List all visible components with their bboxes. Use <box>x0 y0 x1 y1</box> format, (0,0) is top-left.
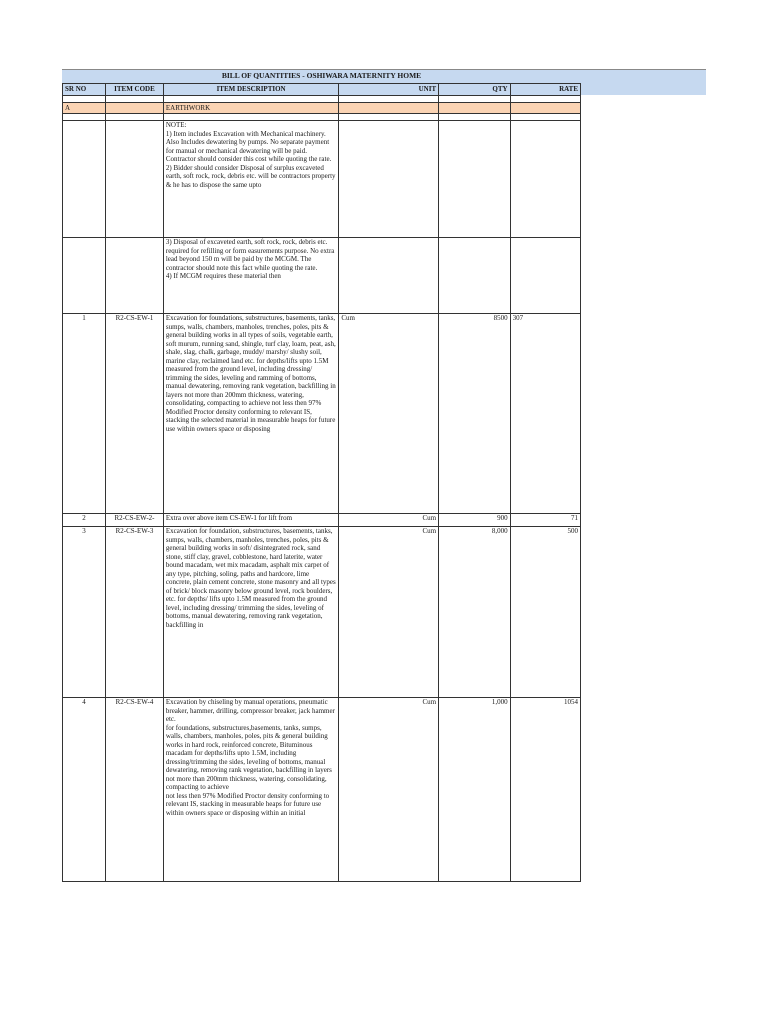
item-unit: Cum <box>339 314 439 514</box>
spacer-row <box>63 114 581 121</box>
header-item-description: ITEM DESCRIPTION <box>163 84 338 96</box>
table-row <box>63 314 581 514</box>
item-rate: 307 <box>510 314 580 514</box>
item-unit: Cum <box>339 527 439 698</box>
item-rate: 1054 <box>510 698 580 882</box>
item-unit: Cum <box>339 514 439 527</box>
table-row <box>63 514 581 527</box>
item-rate: 71 <box>510 514 580 527</box>
note-row <box>63 121 581 238</box>
header-row <box>63 84 581 96</box>
note-text: NOTE: 1) Item includes Excavation with Mechanical machinery. Also Includes dewatering by pumps. No separate payment for manual or mechanical dewatering will be paid. Contractor should consider this cost while quoting the rate. 2) Bidder should consider Disposal of surplus excaveted earth, soft rock, rock, debris etc. will be contractors property & he has to dispose the same upto <box>163 121 338 238</box>
item-rate: 500 <box>510 527 580 698</box>
header-rate: RATE <box>510 84 580 96</box>
note-text: 3) Disposal of excaveted earth, soft rock, rock, debris etc. required for refilling or form easurements purpose. No extra lead beyond 150 m will be paid by the MCGM. The contractor should note this fact while quoting the rate. 4) If MCGM requires these material then <box>163 238 338 314</box>
item-sr: 4 <box>63 698 106 882</box>
item-code: R2-CS-EW-2- <box>106 514 164 527</box>
item-code: R2-CS-EW-3 <box>106 527 164 698</box>
item-unit: Cum <box>339 698 439 882</box>
section-code: A <box>63 103 106 114</box>
item-qty: 900 <box>439 514 510 527</box>
item-code: R2-CS-EW-4 <box>106 698 164 882</box>
item-sr: 1 <box>63 314 106 514</box>
item-qty: 8,000 <box>439 527 510 698</box>
header-item-code: ITEM CODE <box>106 84 164 96</box>
item-description: Extra over above item CS-EW-1 for lift from <box>163 514 338 527</box>
item-description: Excavation for foundation, substructures, basements, tanks, sumps, walls, chambers, manholes, trenches, poles, pits & general building works in soft/ disintegrated rock, sand stone, stiff clay, gravel, cobblestone, hard laterite, water bound macadam, wet mix macadam, asphalt mix carpet of any type, pitching, soling, paths and hardcore, lime concrete, plain cement concrete, stone masonry and all types of brick/ block masonry below ground level, rock boulders, etc. for depths/ lifts upto 1.5M measured from the ground level, including dressing/ trimming the sides, leveling of bottoms, manual dewatering, removing rank vegetation, backfilling in <box>163 527 338 698</box>
item-qty: 8500 <box>439 314 510 514</box>
item-sr: 2 <box>63 514 106 527</box>
item-qty: 1,000 <box>439 698 510 882</box>
boq-table <box>62 83 581 882</box>
table-row <box>63 527 581 698</box>
note-row <box>63 238 581 314</box>
item-sr: 3 <box>63 527 106 698</box>
spacer-row <box>63 96 581 103</box>
item-description: Excavation by chiseling by manual operations, pneumatic breaker, hammer, drilling, compressor breaker, jack hammer etc. for foundations, substructures,basements, tanks, sumps, walls, chambers, manholes, poles, pits & general building works in hard rock, reinforced concrete, Bituminous macadam for depths/lifts upto 1.5M, including dressing/trimming the sides, leveling of bottoms, manual dewatering, removing rank vegetation, backfilling in layers not more than 200mm thickness, watering, consolidating, compacting to achieve not less then 97% Modified Proctor density conforming to relevant IS, stacking in measurable heaps for future use within owners space or disposing within an initial <box>163 698 338 882</box>
header-qty: QTY <box>439 84 510 96</box>
document-title: BILL OF QUANTITIES - OSHIWARA MATERNITY HOME <box>221 71 422 80</box>
section-row <box>63 103 581 114</box>
item-code: R2-CS-EW-1 <box>106 314 164 514</box>
header-unit: UNIT <box>339 84 439 96</box>
table-row <box>63 698 581 882</box>
section-name: EARTHWORK <box>163 103 338 114</box>
header-sr-no: SR NO <box>63 84 106 96</box>
item-description: Excavation for foundations, substructures, basements, tanks, sumps, walls, chambers, manholes, trenches, poles, pits & general building works in all types of soils, vegetable earth, soft murum, running sand, shingle, turf clay, loam, peat, ash, shale, slag, chalk, garbage, muddy/ marshy/ slushy soil, marine clay, reclaimed land etc. for depths/lifts upto 1.5M measured from the ground level, including dressing/ trimming the sides, leveling and ramming of bottoms, manual dewatering, removing rank vegetation, backfilling in layers not more than 200mm thickness, watering, consolidating, compacting to achieve not less then 97% Modified Proctor density conforming to relevant IS, stacking the selected material in measurable heaps for future use within owners space or disposing <box>163 314 338 514</box>
